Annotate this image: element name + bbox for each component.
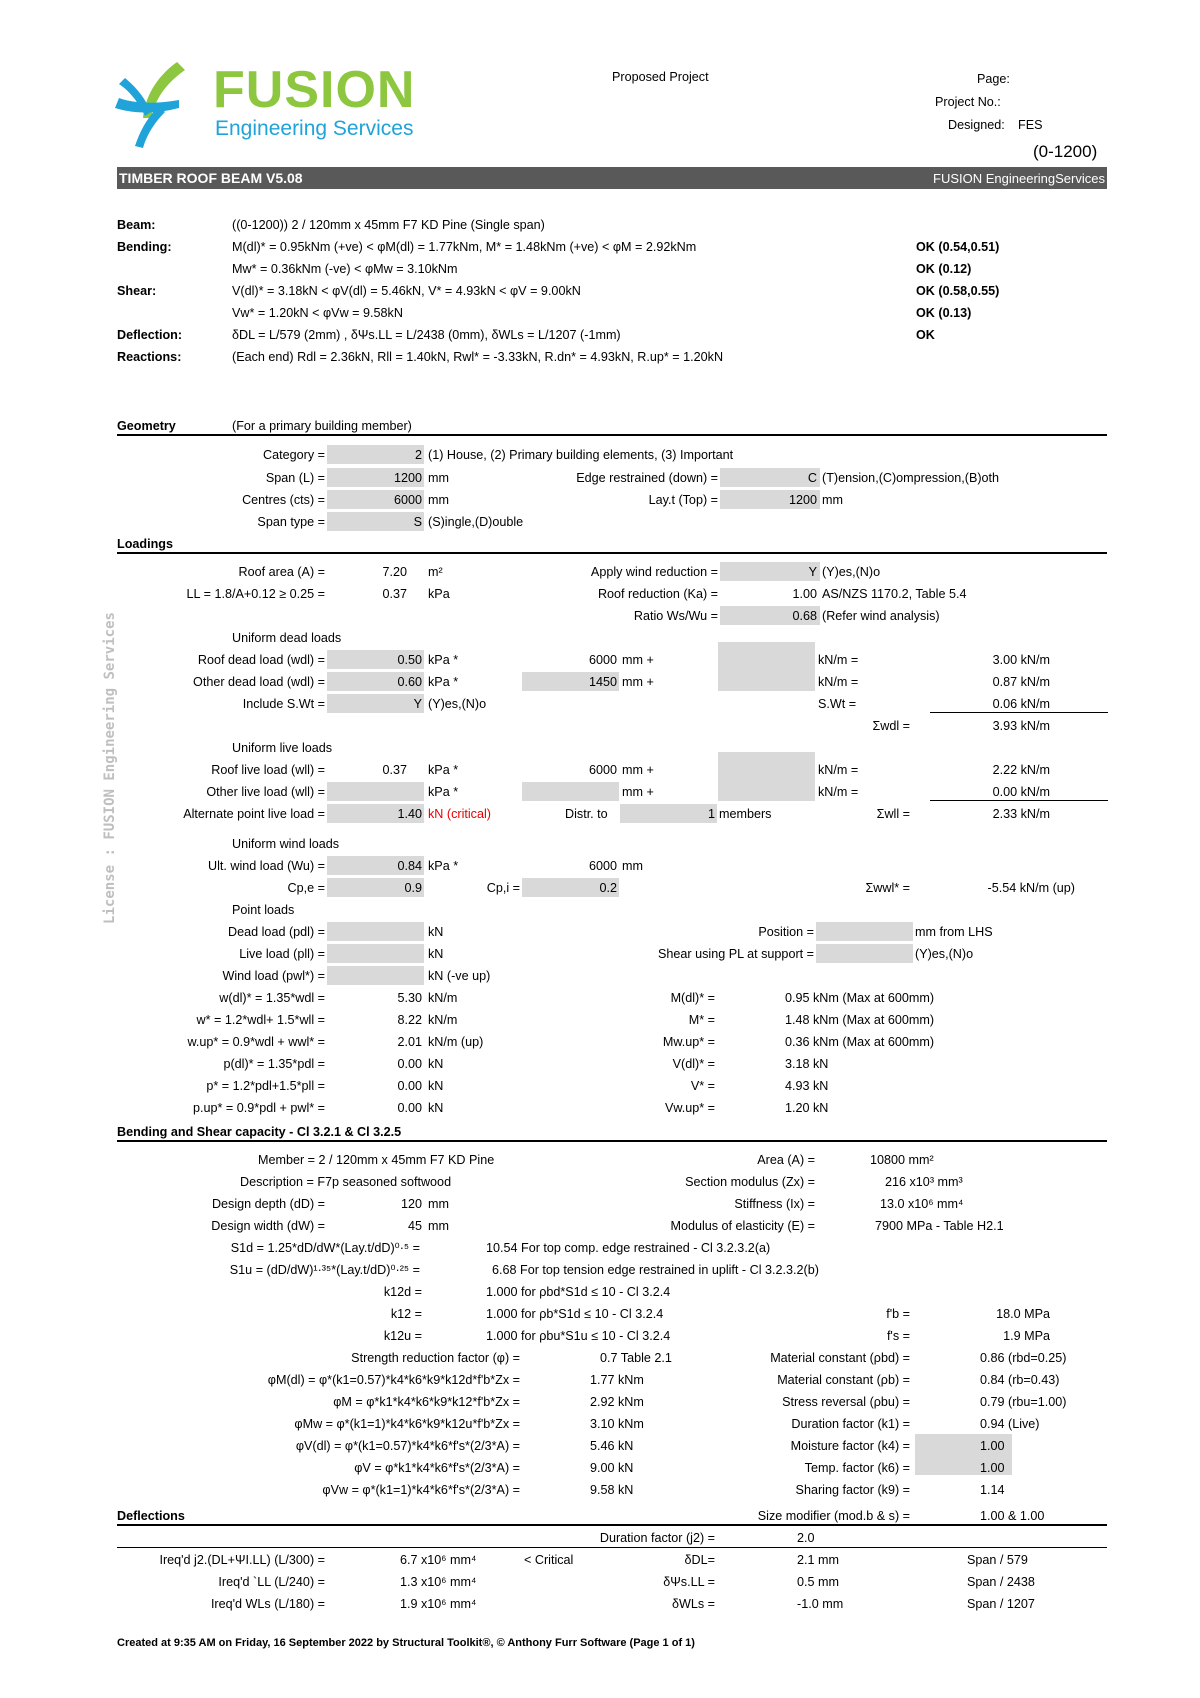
deflection-value: -1.0 mm	[797, 1597, 844, 1611]
deflection-value: 0.5 mm	[797, 1575, 839, 1589]
j2-value: 2.0	[797, 1531, 815, 1545]
ratio-note: (Refer wind analysis)	[822, 609, 940, 623]
factored-unit: kN/m (up)	[428, 1035, 484, 1049]
sum-rule	[930, 712, 1108, 713]
position-label: Position =	[758, 925, 814, 939]
distr-label: Distr. to	[565, 807, 608, 821]
pvw-label: φVw = φ*(k1=1)*k4*k6*f's*(2/3*A) =	[322, 1483, 520, 1497]
centres-label: Centres (cts) =	[242, 493, 325, 507]
deflection-label: δDL=	[684, 1553, 715, 1567]
roof-reduction-value: 1.00	[792, 587, 817, 601]
edge-label: Edge restrained (down) =	[576, 471, 718, 485]
wind-reduction-note: (Y)es,(N)o	[822, 565, 881, 579]
zx-value: 216 x10³ mm³	[885, 1175, 963, 1189]
input-cell[interactable]	[816, 922, 913, 941]
spantype-label: Span type =	[257, 515, 325, 529]
k9-label: Sharing factor (k9) =	[795, 1483, 910, 1497]
action-value: 3.18 kN	[785, 1057, 829, 1071]
ireq-note: < Critical	[524, 1553, 574, 1567]
input-cell[interactable]	[718, 642, 815, 691]
s1u-label: S1u = (dD/dW)¹·³⁵*(Lay.t/dD)⁰·²⁵ =	[229, 1263, 420, 1277]
cpi-value[interactable]: 0.2	[599, 881, 617, 895]
dw-value: 45	[407, 1219, 422, 1233]
self-weight-total: 0.06 kN/m	[992, 697, 1050, 711]
alt-point-live-label: Alternate point live load =	[183, 807, 325, 821]
ratio-label: Ratio Ws/Wu =	[633, 609, 718, 623]
centres-unit: mm	[428, 493, 449, 507]
input-cell[interactable]	[327, 922, 424, 941]
alt-point-live-note: kN (critical)	[428, 807, 491, 821]
factored-label: w.up* = 0.9*wdl + wwl* =	[187, 1035, 325, 1049]
fs-label: f's =	[886, 1329, 910, 1343]
shear-pl-note: (Y)es,(N)o	[915, 947, 974, 961]
ll-value: 0.37	[382, 587, 407, 601]
cpe-value[interactable]: 0.9	[404, 881, 422, 895]
pmdl-label: φM(dl) = φ*(k1=0.57)*k4*k6*k9*k12d*f'b*Zx =	[267, 1373, 520, 1387]
logo-wordmark: FUSION	[213, 61, 416, 119]
company-name: FUSION EngineeringServices	[933, 171, 1105, 186]
wind-reduction-value[interactable]: Y	[808, 565, 817, 579]
k6-value: 1.00	[980, 1461, 1005, 1475]
action-label: M(dl)* =	[670, 991, 715, 1005]
rbu-value: 0.79 (rbu=1.00)	[980, 1395, 1067, 1409]
k9-value: 1.14	[980, 1483, 1005, 1497]
k12u-label: k12u =	[383, 1329, 422, 1343]
roof-live-load-knm: kN/m =	[818, 763, 859, 777]
fb-label: f'b =	[886, 1307, 910, 1321]
span-ratio: Span / 579	[967, 1553, 1028, 1567]
capacity-heading: Bending and Shear capacity - Cl 3.2.1 & Cl 3.2.5	[117, 1125, 402, 1139]
summary-label: Bending:	[117, 240, 172, 254]
wind-load-value[interactable]: 0.84	[397, 859, 422, 873]
input-cell[interactable]	[718, 752, 815, 801]
summary-label: Reactions:	[117, 350, 182, 364]
self-weight-k: S.Wt =	[818, 697, 857, 711]
other-live-load-width-unit: mm +	[622, 785, 654, 799]
roof-live-load-unit: kPa *	[428, 763, 459, 777]
logo-subtitle: Engineering Services	[215, 117, 414, 140]
sum-wll-label: Σwll =	[876, 807, 910, 821]
beam-ref: (0-1200)	[1033, 142, 1098, 161]
action-label: Mw.up* =	[662, 1035, 715, 1049]
ll-unit: kPa	[428, 587, 450, 601]
summary-text: δDL = L/579 (2mm) , δΨs.LL = L/2438 (0mm), δWLs = L/1207 (-1mm)	[232, 328, 621, 342]
edge-value[interactable]: C	[807, 471, 817, 485]
sum-wwl-label: Σwwl* =	[865, 881, 910, 895]
fusion-logo-icon	[115, 58, 215, 150]
k12u-value: 1.000 for ρbu*S1u ≤ 10 - Cl 3.2.4	[486, 1329, 671, 1343]
point-dead-unit: kN	[428, 925, 444, 939]
k4-label: Moisture factor (k4) =	[790, 1439, 910, 1453]
span-ratio: Span / 1207	[967, 1597, 1035, 1611]
sum-rule	[930, 800, 1108, 801]
wind-load-label: Ult. wind load (Wu) =	[207, 859, 325, 873]
deflections-heading: Deflections	[117, 1509, 185, 1523]
roof-dead-load-label: Roof dead load (wdl) =	[197, 653, 325, 667]
alt-point-live-value[interactable]: 1.40	[397, 807, 422, 821]
other-dead-load-knm: kN/m =	[818, 675, 859, 689]
roof-reduction-label: Roof reduction (Ka) =	[597, 587, 718, 601]
s1d-value: 10.54 For top comp. edge restrained - Cl 3.2.3.2(a)	[486, 1241, 771, 1255]
roof-dead-load-knm: kN/m =	[818, 653, 859, 667]
layt-value[interactable]: 1200	[788, 493, 817, 507]
size-value: 1.00 & 1.00	[980, 1509, 1045, 1523]
thin-rule	[117, 1547, 1107, 1548]
summary-text: (Each end) Rdl = 2.36kN, Rll = 1.40kN, Rwl* = -3.33kN, R.dn* = 4.93kN, R.up* = 1.20kN	[232, 350, 724, 364]
page-label: Page:	[977, 72, 1010, 86]
point-loads-heading: Point loads	[232, 903, 295, 917]
action-value: 4.93 kN	[785, 1079, 829, 1093]
section-rule	[117, 434, 1107, 436]
ireq-value: 1.3 x10⁶ mm⁴	[400, 1575, 477, 1589]
pvdl-label: φV(dl) = φ*(k1=0.57)*k4*k6*f's*(2/3*A) =	[295, 1439, 520, 1453]
ratio-value[interactable]: 0.68	[792, 609, 817, 623]
wind-load-width: 6000	[588, 859, 617, 873]
dw-unit: mm	[428, 1219, 449, 1233]
cpe-label: Cp,e =	[287, 881, 325, 895]
span-ratio: Span / 2438	[967, 1575, 1035, 1589]
factored-value: 0.00	[397, 1079, 422, 1093]
roof-dead-load-width: 6000	[588, 653, 617, 667]
deflection-value: 2.1 mm	[797, 1553, 839, 1567]
deflection-label: δWLs =	[671, 1597, 715, 1611]
pmw-label: φMw = φ*(k1=1)*k4*k6*k9*k12u*f'b*Zx =	[294, 1417, 520, 1431]
rb-value: 0.84 (rb=0.43)	[980, 1373, 1060, 1387]
pm-value: 2.92 kNm	[590, 1395, 644, 1409]
factored-unit: kN/m	[428, 1013, 458, 1027]
point-wind-label: Wind load (pwl*) =	[222, 969, 325, 983]
member-text: Member = 2 / 120mm x 45mm F7 KD Pine	[258, 1153, 495, 1167]
pmw-value: 3.10 kNm	[590, 1417, 644, 1431]
dd-label: Design depth (dD) =	[211, 1197, 325, 1211]
roof-live-load-width-unit: mm +	[622, 763, 654, 777]
layt-unit: mm	[822, 493, 843, 507]
j2-label: Duration factor (j2) =	[599, 1531, 715, 1545]
e-value: 7900 MPa - Table H2.1	[875, 1219, 1004, 1233]
wind-load-width-unit: mm	[622, 859, 643, 873]
section-rule	[117, 1140, 1107, 1142]
k1-label: Duration factor (k1) =	[791, 1417, 910, 1431]
action-value: 1.20 kN	[785, 1101, 829, 1115]
roof-dead-load-unit: kPa *	[428, 653, 459, 667]
action-label: V(dl)* =	[672, 1057, 715, 1071]
summary-status: OK (0.54,0.51)	[916, 240, 1000, 254]
license-watermark: License : FUSION Engineering Services	[102, 612, 118, 924]
position-note: mm from LHS	[915, 925, 993, 939]
rb-label: Material constant (ρb) =	[777, 1373, 910, 1387]
ix-value: 13.0 x10⁶ mm⁴	[880, 1197, 964, 1211]
area-value: 10800 mm²	[870, 1153, 934, 1167]
other-live-load-total: 0.00 kN/m	[992, 785, 1050, 799]
roof-area-label: Roof area (A) =	[238, 565, 325, 579]
point-wind-unit: kN (-ve up)	[428, 969, 491, 983]
action-value: 0.36 kNm (Max at 600mm)	[785, 1035, 935, 1049]
point-live-label: Live load (pll) =	[239, 947, 325, 961]
ireq-label: Ireq'd `LL (L/240) =	[218, 1575, 325, 1589]
roof-live-load-label: Roof live load (wll) =	[211, 763, 325, 777]
self-weight-label: Include S.Wt =	[242, 697, 325, 711]
k12-label: k12 =	[390, 1307, 422, 1321]
summary-text: ((0-1200)) 2 / 120mm x 45mm F7 KD Pine (Single span)	[232, 218, 545, 232]
factored-unit: kN	[428, 1101, 444, 1115]
area-label: Area (A) =	[757, 1153, 815, 1167]
ireq-label: Ireq'd j2.(DL+ΨI.LL) (L/300) =	[159, 1553, 325, 1567]
other-dead-load-value[interactable]: 0.60	[397, 675, 422, 689]
footer-text: Created at 9:35 AM on Friday, 16 September 2022 by Structural Toolkit®, © Anthony Furr Software (Page 1 of 1)	[117, 1637, 695, 1649]
category-value[interactable]: 2	[414, 448, 422, 462]
ll-formula-label: LL = 1.8/A+0.12 ≥ 0.25 =	[186, 587, 325, 601]
category-label: Category =	[263, 448, 325, 462]
sheet-title: TIMBER ROOF BEAM V5.08	[119, 170, 303, 186]
input-cell[interactable]	[522, 782, 619, 801]
roof-live-load-width: 6000	[588, 763, 617, 777]
factored-unit: kN	[428, 1057, 444, 1071]
other-live-load-label: Other live load (wll) =	[206, 785, 325, 799]
spantype-note: (S)ingle,(D)ouble	[428, 515, 524, 529]
span-value[interactable]: 1200	[393, 471, 422, 485]
e-label: Modulus of elasticity (E) =	[670, 1219, 815, 1233]
other-dead-load-unit: kPa *	[428, 675, 459, 689]
action-label: Vw.up* =	[664, 1101, 715, 1115]
spantype-value[interactable]: S	[413, 515, 422, 529]
summary-label: Beam:	[117, 218, 156, 232]
point-live-unit: kN	[428, 947, 444, 961]
k12d-value: 1.000 for ρbd*S1d ≤ 10 - Cl 3.2.4	[486, 1285, 671, 1299]
span-unit: mm	[428, 471, 449, 485]
summary-text: Vw* = 1.20kN < φVw = 9.58kN	[232, 306, 403, 320]
k1-value: 0.94 (Live)	[980, 1417, 1040, 1431]
designed-label: Designed:	[948, 118, 1005, 132]
self-weight-note: (Y)es,(N)o	[428, 697, 487, 711]
k12d-label: k12d =	[383, 1285, 422, 1299]
edge-note: (T)ension,(C)ompression,(B)oth	[822, 471, 1000, 485]
summary-text: M(dl)* = 0.95kNm (+ve) < φM(dl) = 1.77kNm, M* = 1.48kNm (+ve) < φM = 2.92kNm	[232, 240, 697, 254]
sum-wwl-value: -5.54 kN/m (up)	[987, 881, 1075, 895]
ireq-value: 6.7 x10⁶ mm⁴	[400, 1553, 477, 1567]
ix-label: Stiffness (Ix) =	[734, 1197, 815, 1211]
point-dead-label: Dead load (pdl) =	[228, 925, 325, 939]
section-rule	[117, 1524, 1107, 1526]
k6-label: Temp. factor (k6) =	[804, 1461, 910, 1475]
roof-dead-load-value[interactable]: 0.50	[397, 653, 422, 667]
fb-value: 18.0 MPa	[996, 1307, 1050, 1321]
ull-heading: Uniform live loads	[232, 741, 333, 755]
rbu-label: Stress reversal (ρbu) =	[782, 1395, 910, 1409]
summary-status: OK (0.12)	[916, 262, 972, 276]
zx-label: Section modulus (Zx) =	[685, 1175, 815, 1189]
factored-value: 0.00	[397, 1101, 422, 1115]
summary-status: OK (0.58,0.55)	[916, 284, 1000, 298]
factored-label: w(dl)* = 1.35*wdl =	[219, 991, 325, 1005]
pvdl-value: 5.46 kN	[590, 1439, 634, 1453]
factored-label: p(dl)* = 1.35*pdl =	[223, 1057, 325, 1071]
factored-label: p.up* = 0.9*pdl + pwl* =	[193, 1101, 325, 1115]
sum-wll-value: 2.33 kN/m	[992, 807, 1050, 821]
geometry-note: (For a primary building member)	[232, 419, 412, 433]
rbd-value: 0.86 (rbd=0.25)	[980, 1351, 1067, 1365]
rbd-label: Material constant (ρbd) =	[770, 1351, 910, 1365]
roof-dead-load-total: 3.00 kN/m	[992, 653, 1050, 667]
roof-dead-load-width-unit: mm +	[622, 653, 654, 667]
project-no-label: Project No.:	[935, 95, 1001, 109]
action-label: V* =	[690, 1079, 715, 1093]
wind-reduction-label: Apply wind reduction =	[590, 565, 718, 579]
udl-heading: Uniform dead loads	[232, 631, 342, 645]
project-name: Proposed Project	[612, 70, 709, 84]
sum-wdl-label: Σwdl =	[872, 719, 910, 733]
factored-unit: kN/m	[428, 991, 458, 1005]
category-note: (1) House, (2) Primary building elements, (3) Important	[428, 448, 734, 462]
cpi-label: Cp,i =	[486, 881, 520, 895]
other-dead-load-total: 0.87 kN/m	[992, 675, 1050, 689]
pv-label: φV = φ*k1*k4*k6*f's*(2/3*A) =	[354, 1461, 520, 1475]
other-live-load-unit: kPa *	[428, 785, 459, 799]
summary-label: Deflection:	[117, 328, 183, 342]
factored-value: 2.01	[397, 1035, 422, 1049]
s1u-value: 6.68 For top tension edge restrained in uplift - Cl 3.2.3.2(b)	[492, 1263, 819, 1277]
self-weight-value[interactable]: Y	[413, 697, 422, 711]
shear-pl-label: Shear using PL at support =	[657, 947, 814, 961]
summary-status: OK	[916, 328, 935, 342]
pmdl-value: 1.77 kNm	[590, 1373, 644, 1387]
size-label: Size modifier (mod.b & s) =	[757, 1509, 910, 1523]
loadings-heading: Loadings	[117, 537, 173, 551]
k4-value: 1.00	[980, 1439, 1005, 1453]
factored-unit: kN	[428, 1079, 444, 1093]
span-label: Span (L) =	[265, 471, 325, 485]
title-bar	[117, 167, 1107, 189]
roof-area-value: 7.20	[382, 565, 407, 579]
dw-label: Design width (dW) =	[211, 1219, 325, 1233]
action-value: 0.95 kNm (Max at 600mm)	[785, 991, 935, 1005]
distr-unit: members	[719, 807, 772, 821]
centres-value[interactable]: 6000	[393, 493, 422, 507]
other-live-load-knm: kN/m =	[818, 785, 859, 799]
uwl-heading: Uniform wind loads	[232, 837, 340, 851]
fs-value: 1.9 MPa	[1003, 1329, 1050, 1343]
factored-value: 5.30	[397, 991, 422, 1005]
other-dead-load-width-unit: mm +	[622, 675, 654, 689]
section-rule	[117, 552, 1107, 554]
roof-live-load-value: 0.37	[382, 763, 407, 777]
phi-value: 0.7 Table 2.1	[600, 1351, 672, 1365]
wind-load-unit: kPa *	[428, 859, 459, 873]
dd-value: 120	[400, 1197, 422, 1211]
factored-value: 8.22	[397, 1013, 422, 1027]
input-cell[interactable]	[327, 966, 424, 985]
pvw-value: 9.58 kN	[590, 1483, 634, 1497]
summary-text: Mw* = 0.36kNm (-ve) < φMw = 3.10kNm	[232, 262, 458, 276]
roof-area-unit: m²	[428, 565, 443, 579]
phi-label: Strength reduction factor (φ) =	[351, 1351, 520, 1365]
s1d-label: S1d = 1.25*dD/dW*(Lay.t/dD)⁰·⁵ =	[230, 1241, 420, 1255]
action-value: 1.48 kNm (Max at 600mm)	[785, 1013, 935, 1027]
pv-value: 9.00 kN	[590, 1461, 634, 1475]
roof-live-load-total: 2.22 kN/m	[992, 763, 1050, 777]
distr-value[interactable]: 1	[707, 807, 715, 821]
pm-label: φM = φ*k1*k4*k6*k9*k12*f'b*Zx =	[333, 1395, 520, 1409]
factored-label: w* = 1.2*wdl+ 1.5*wll =	[196, 1013, 325, 1027]
roof-reduction-note: AS/NZS 1170.2, Table 5.4	[822, 587, 967, 601]
sum-wdl-value: 3.93 kN/m	[992, 719, 1050, 733]
other-dead-load-width[interactable]: 1450	[588, 675, 617, 689]
description-text: Description = F7p seasoned softwood	[240, 1175, 452, 1189]
k12-value: 1.000 for ρb*S1d ≤ 10 - Cl 3.2.4	[486, 1307, 664, 1321]
input-cell[interactable]	[816, 944, 913, 963]
summary-status: OK (0.13)	[916, 306, 972, 320]
factored-label: p* = 1.2*pdl+1.5*pll =	[206, 1079, 325, 1093]
summary-text: V(dl)* = 3.18kN < φV(dl) = 5.46kN, V* = 4.93kN < φV = 9.00kN	[232, 284, 581, 298]
summary-label: Shear:	[117, 284, 157, 298]
designed-value: FES	[1018, 118, 1043, 132]
ireq-value: 1.9 x10⁶ mm⁴	[400, 1597, 477, 1611]
input-cell[interactable]	[327, 944, 424, 963]
ireq-label: Ireq'd WLs (L/180) =	[210, 1597, 325, 1611]
action-label: M* =	[688, 1013, 715, 1027]
layt-label: Lay.t (Top) =	[648, 493, 718, 507]
deflection-label: δΨs.LL =	[663, 1575, 715, 1589]
dd-unit: mm	[428, 1197, 449, 1211]
factored-value: 0.00	[397, 1057, 422, 1071]
input-cell[interactable]	[327, 782, 424, 801]
geometry-heading: Geometry	[117, 419, 176, 433]
other-dead-load-label: Other dead load (wdl) =	[193, 675, 325, 689]
